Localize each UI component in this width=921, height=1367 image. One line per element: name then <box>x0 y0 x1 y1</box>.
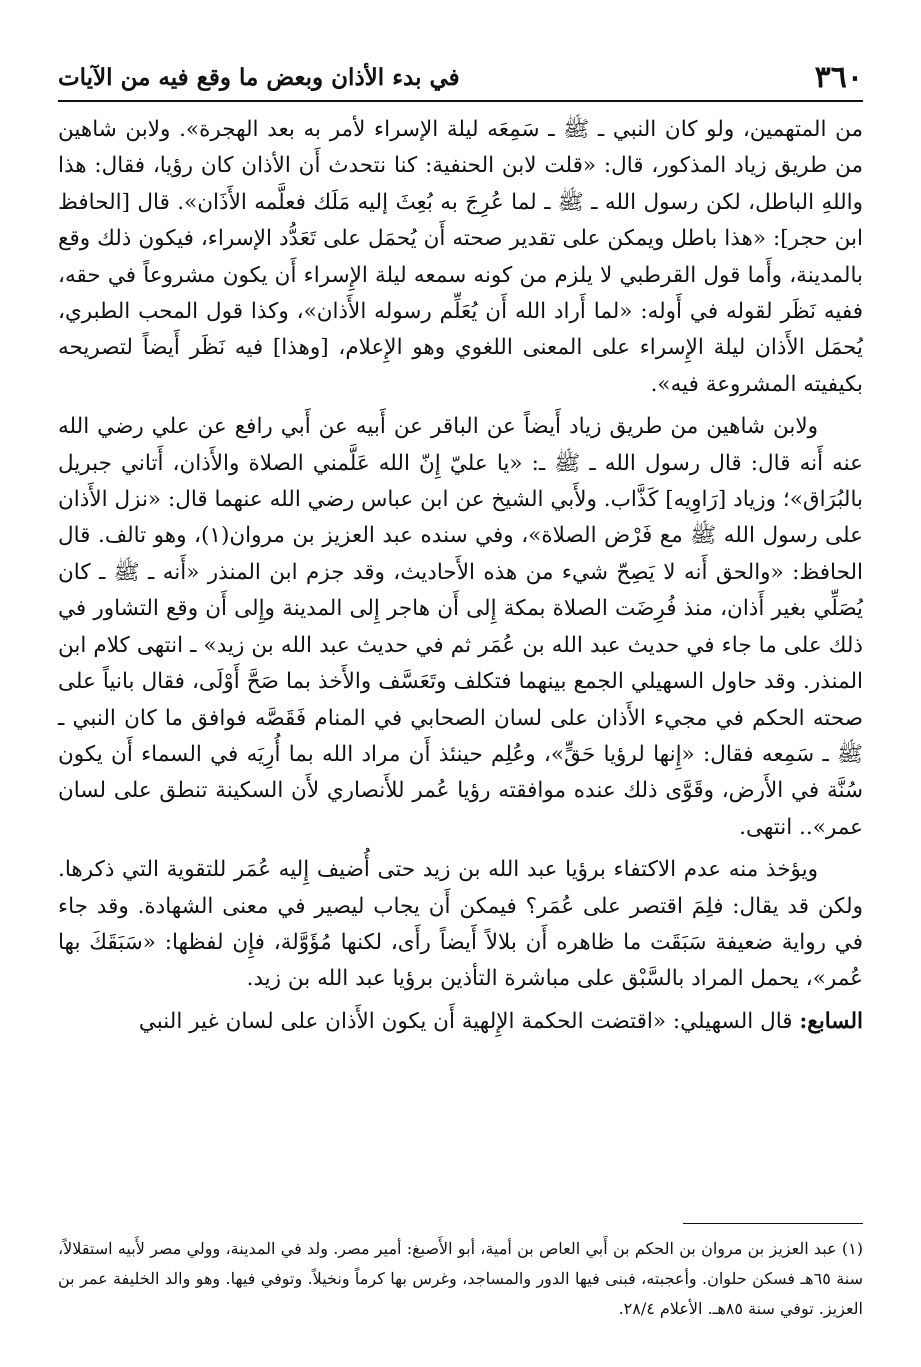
section-lead: السابع: <box>799 1008 863 1034</box>
paragraph-3: ويؤخذ منه عدم الاكتفاء برؤيا عبد الله بن زيد حتى أُضيف إِليه عُمَر للتقوية التي ذكرها. ولكن قد يقال: فلِمَ اقتصر على عُمَر؟ فيمكن أَن يجاب ليصير في معنى الشهادة. وقد جاء في رواية ضعيفة سَبَقَت ما ظاهره أَن بلالاً أَيضاً رأَى، لكنها مُؤَوَّلة، فإِن لفظها: «سَبَقَكَ بها عُمر»، يحمل المراد بالسَّبْق على مباشرة التأذين برؤيا عبد الله بن زيد. <box>58 857 863 992</box>
paragraph-2: ولابن شاهين من طريق زياد أَيضاً عن الباقر عن أَبيه عن أَبي رافع عن علي رضي الله عنه أَنه قال: قال رسول الله ـ ﷺ ـ: «يا عليّ إِنّ الله عَلَّمني الصلاة والأَذان، أَتاني جبريل بالبُرَاق»؛ وزياد [رَاوِيه] كَذَّاب. ولأَبي الشيخ عن ابن عباس رضي الله عنهما قال: «نزل الأَذان على رسول الله ﷺ مع فَرْض الصلاة»، وفي سنده عبد العزيز بن مروان(١)، وهو تالف. قال الحافظ: «والحق أَنه لا يَصِحّ شيء من هذه الأَحاديث، وقد جزم ابن المنذر «أَنه ـ ﷺ ـ كان يُصَلِّي بغير أَذان، منذ فُرِضَت الصلاة بمكة إِلى أَن هاجر إِلى المدينة وإِلى أَن وقع التشاور في ذلك على ما جاء في حديث عبد الله بن عُمَر ثم في حديث عبد الله بن زيد» ـ انتهى كلام ابن المنذر. وقد حاول السهيلي الجمع بينهما فتكلف وتَعَسَّف والأَخذ بما صَحَّ أَوْلَى، فقال بانياً على صحته الحكم في مجيء الأَذان على لسان الصحابي في المنام فَقَصَّه فوافق ما كان النبي ـ ﷺ ـ سَمِعه فقال: «إِنها لرؤيا حَقٍّ»، وعُلِم حينئذ أَن مراد الله بما أُرِيَه في السماء أَن يكون سُنَّة في الأَرض، وقَوَّى ذلك عنده موافقته رؤيا عُمر للأَنصاري لأَن السكينة تنطق على لسان عمر».. انتهى. <box>58 414 863 840</box>
paragraph-4 <box>58 1004 863 1040</box>
page-header <box>58 54 863 102</box>
footnote <box>58 1234 863 1324</box>
footnote-divider <box>683 1223 863 1224</box>
footnote-text: (١) عبد العزيز بن مروان بن الحكم بن أَبي العاص بن أمية، أبو الأَصبغ: أمير مصر. ولد في المدينة، وولي مصر لأَبيه استقلالاً، سنة ٦٥هـ فسكن حلوان. وأعجبته، فبنى فيها الدور والمساجد، وغرس بها كرماً ونخيلاً. وتوفي فيها. وهو والد الخليفة عمر بن العزيز. توفي سنة ٨٥هـ. الأعلام ٢٨/٤. <box>58 1239 864 1318</box>
paragraph-4-text: قال السهيلي: «اقتضت الحكمة الإِلهية أَن يكون الأَذان على لسان غير النبي <box>138 1008 793 1034</box>
running-title: في بدء الأذان وبعض ما وقع فيه من الآيات <box>58 64 460 91</box>
page-number: ٣٦٠ <box>814 60 863 95</box>
main-text <box>58 112 863 1040</box>
paragraph-1: من المتهمين، ولو كان النبي ـ ﷺ ـ سَمِعَه ليلة الإسراء لأمر به بعد الهجرة». ولابن شاهين من طريق زياد المذكور، قال: «قلت لابن الحنفية: كنا نتحدث أَن الأذان كان رؤيا، فقال: هذا واللهِ الباطل، لكن رسول الله ـ ﷺ ـ لما عُرِجَ به بُعِثَ إليه مَلَك فعلَّمه الأَذَان». قال [الحافظ ابن حجر]: «هذا باطل ويمكن على تقدير صحته أَن يُحمَل على تَعَدُّد الإسراء، فيكون ذلك وقع بالمدينة، وأَما قول القرطبي لا يلزم من كونه سمعه ليلة الإِسراء أَن يكون مشروعاً في حقه، ففيه نَظَر لقوله في أَوله: «لما أَراد الله أَن يُعَلِّم رسوله الأَذان»، وكذا قول المحب الطبري، يُحمَل الأَذان ليلة الإِسراء على المعنى اللغوي وهو الإِعلام، [وهذا] فيه نَظَر أَيضاً لتصريحه بكيفيته المشروعة فيه». <box>58 117 863 397</box>
